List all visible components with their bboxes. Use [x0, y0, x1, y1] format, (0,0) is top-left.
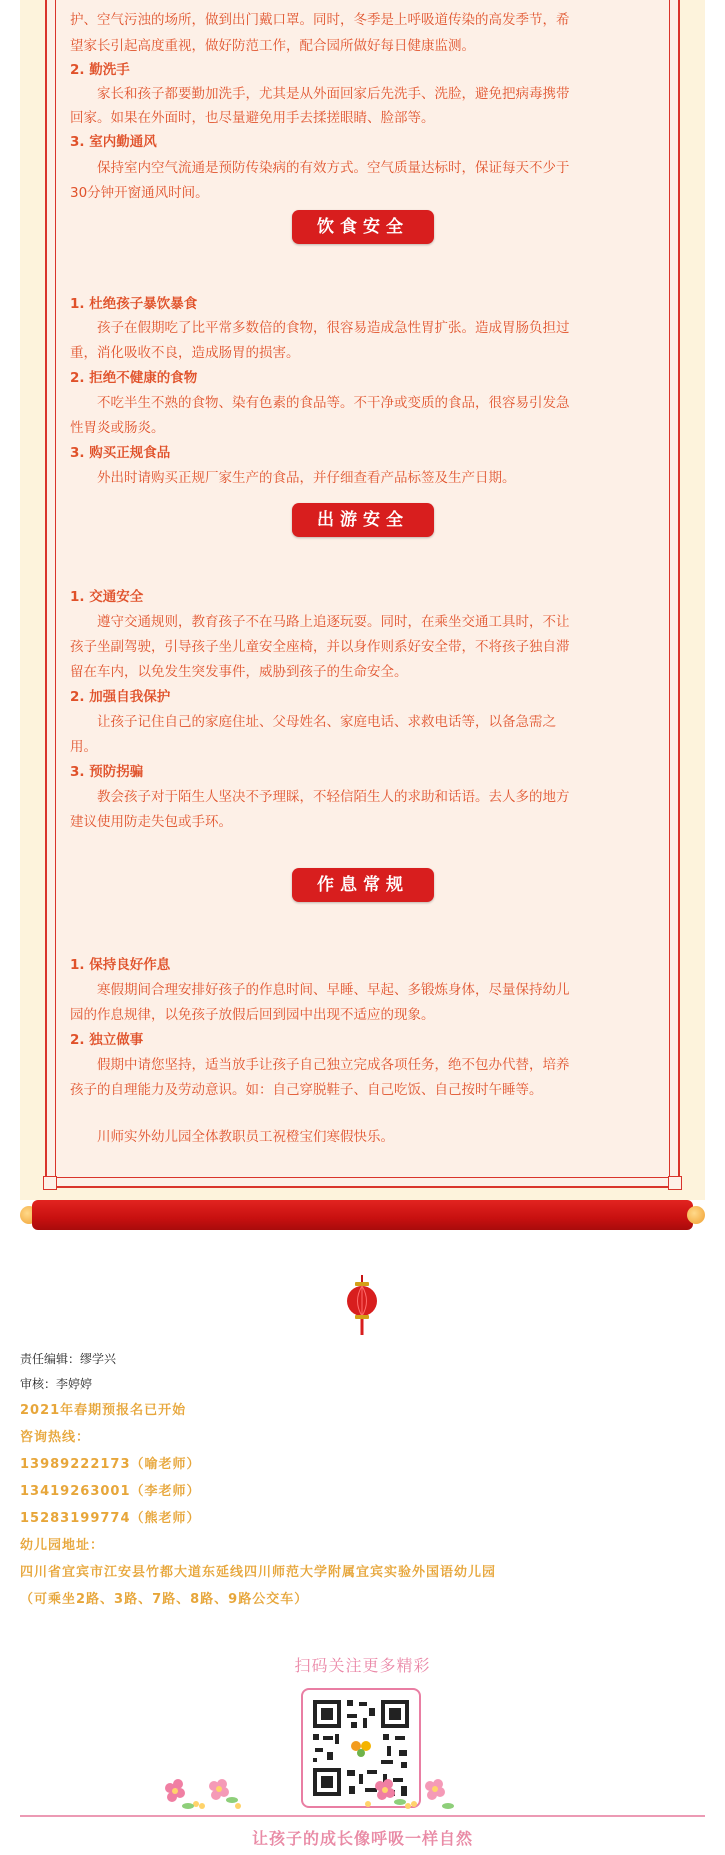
section-title-travel: 出游安全 — [292, 503, 434, 537]
text-line: 护、空气污浊的场所，做到出门戴口罩。同时，冬季是上呼吸道传染的高发季节，希 — [70, 12, 570, 28]
text-line: 教会孩子对于陌生人坚决不予理睬，不轻信陌生人的求助和话语。去人多的地方 — [97, 789, 570, 805]
roller-cap-right — [687, 1206, 705, 1224]
phone-2[interactable]: 13419263001（李老师） — [20, 1484, 201, 1499]
text-line: 不吃半生不熟的食物、染有色素的食品等。不干净或变质的食品，很容易引发急 — [97, 395, 570, 411]
text-line: 孩子的自理能力及劳动意识。如：自己穿脱鞋子、自己吃饭、自己按时午睡等。 — [70, 1082, 543, 1098]
text-line: 保持室内空气流通是预防传染病的有效方式。空气质量达标时，保证每天不少于 — [97, 160, 570, 176]
item-title: 2. 独立做事 — [70, 1032, 144, 1048]
text-line: 孩子坐副驾驶，引导孩子坐儿童安全座椅，并以身作则系好安全带，不将孩子独自滞 — [70, 639, 570, 655]
item-title: 3. 预防拐骗 — [70, 764, 144, 780]
text-line: 家长和孩子都要勤加洗手，尤其是从外面回家后先洗手、洗脸，避免把病毒携带 — [97, 86, 570, 102]
text-line: 假期中请您坚持，适当放手让孩子自己独立完成各项任务，绝不包办代替，培养 — [97, 1057, 570, 1073]
text-line: 外出时请购买正规厂家生产的食品，并仔细查看产品标签及生产日期。 — [97, 470, 516, 486]
item-title: 2. 拒绝不健康的食物 — [70, 370, 198, 386]
text-line: 建议使用防走失包或手环。 — [70, 814, 232, 830]
text-line: 孩子在假期吃了比平常多数倍的食物，很容易造成急性胃扩张。造成胃肠负担过 — [97, 320, 570, 336]
corner-ornament-left — [43, 1176, 57, 1190]
qr-title: 扫码关注更多精彩 — [294, 1656, 431, 1675]
section-title-food: 饮食安全 — [292, 210, 434, 244]
section-title-routine: 作息常规 — [292, 868, 434, 902]
phone-3[interactable]: 15283199774（熊老师） — [20, 1511, 201, 1526]
item-title: 2. 加强自我保护 — [70, 689, 171, 705]
text-line: 留在车内，以免发生突发事件，威胁到孩子的生命安全。 — [70, 664, 408, 680]
scroll-roller — [20, 1200, 705, 1230]
text-line: 园的作息规律，以免孩子放假后回到园中出现不适应的现象。 — [70, 1007, 435, 1023]
lantern-icon — [342, 1275, 382, 1337]
flower-cluster-right — [360, 1776, 460, 1816]
bus-info: （可乘坐2路、3路、7路、8路、9路公交车） — [20, 1592, 309, 1607]
item-title: 1. 杜绝孩子暴饮暴食 — [70, 296, 198, 312]
text-line: 寒假期间合理安排好孩子的作息时间、早睡、早起、多锻炼身体，尽量保持幼儿 — [97, 982, 570, 998]
text-line: 30分钟开窗通风时间。 — [70, 185, 209, 201]
text-line: 性胃炎或肠炎。 — [70, 420, 165, 436]
text-line: 遵守交通规则，教育孩子不在马路上追逐玩耍。同时，在乘坐交通工具时，不让 — [97, 614, 570, 630]
item-title: 1. 保持良好作息 — [70, 957, 171, 973]
text-line: 让孩子记住自己的家庭住址、父母姓名、家庭电话、求救电话等，以备急需之 — [97, 714, 556, 730]
enroll-notice: 2021年春期预报名已开始 — [20, 1403, 187, 1418]
text-line: 重，消化吸收不良，造成肠胃的损害。 — [70, 345, 300, 361]
text-line: 望家长引起高度重视，做好防范工作，配合园所做好每日健康监测。 — [70, 38, 475, 54]
address-label: 幼儿园地址： — [20, 1538, 105, 1553]
address: 四川省宜宾市江安县竹都大道东延线四川师范大学附属宜宾实验外国语幼儿园 — [20, 1565, 497, 1580]
text-line: 回家。如果在外面时，也尽量避免用手去揉搓眼睛、脸部等。 — [70, 110, 435, 126]
phone-1[interactable]: 13989222173（喻老师） — [20, 1457, 201, 1472]
slogan: 让孩子的成长像呼吸一样自然 — [251, 1829, 473, 1848]
item-title: 2. 勤洗手 — [70, 62, 130, 78]
item-title: 1. 交通安全 — [70, 589, 144, 605]
text-line: 用。 — [70, 739, 97, 755]
item-title: 3. 购买正规食品 — [70, 445, 171, 461]
flower-cluster-left — [158, 1776, 258, 1816]
editor-credit: 责任编辑：缪学兴 — [20, 1352, 117, 1366]
footer-divider — [20, 1815, 705, 1817]
closing-wish: 川师实外幼儿园全体教职员工祝橙宝们寒假快乐。 — [97, 1129, 394, 1145]
hotline-label: 咨询热线： — [20, 1430, 91, 1445]
corner-ornament-right — [668, 1176, 682, 1190]
item-title: 3. 室内勤通风 — [70, 134, 157, 150]
reviewer-credit: 审核：李婷婷 — [20, 1377, 93, 1391]
roller-bar — [32, 1200, 693, 1230]
